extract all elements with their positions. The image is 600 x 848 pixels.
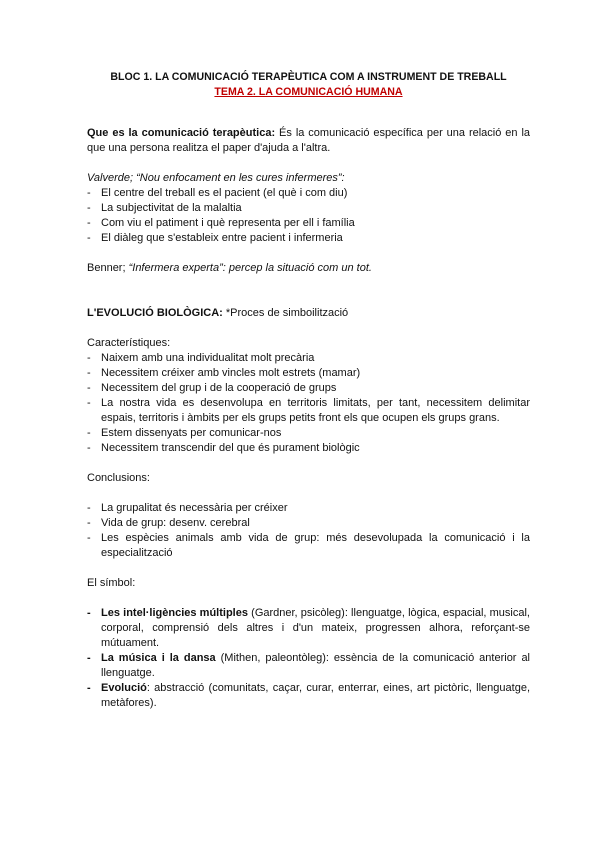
list-item: - Com viu el patiment i què representa per ell i família [87,217,355,229]
evolucio-heading-line [87,306,530,321]
valverde-intro: Valverde; “Nou enfocament en les cures infermeres”: [87,172,345,184]
caracteristiques-list [87,351,530,456]
definition-label: Que es la comunicació terapèutica: [87,127,276,139]
valverde-list [87,186,530,246]
list-item: - Les intel·ligències múltiples (Gardner, psicòleg): llenguatge, lògica, espacial, musical, corporal, comprensió dels altres i d'un mateix, progressen alhora, reforçant-se mútuament. [87,607,530,649]
definition-paragraph [87,126,530,156]
evolucio-heading: L'EVOLUCIÓ BIOLÒGICA: [87,307,223,319]
benner-paragraph [87,261,530,276]
conclusions-label: Conclusions: [87,472,150,484]
list-item: - La subjectivitat de la malaltia [87,202,242,214]
list-item: - Vida de grup: desenv. cerebral [87,517,250,529]
simbol-label: El símbol: [87,577,136,589]
benner-prefix: Benner; [87,262,129,274]
list-item: - Necessitem del grup i de la cooperació de grups [87,382,337,394]
document-title: BLOC 1. LA COMUNICACIÓ TERAPÈUTICA COM A INSTRUMENT DE TREBALL [110,71,507,83]
simbol-list [87,606,530,711]
conclusions-list [87,501,530,561]
list-item: - Necessitem créixer amb vincles molt estrets (mamar) [87,367,361,379]
definition-text: És la comunicació específica per una relació en la que una persona realitza el paper d'ajuda a l'altra. [87,127,531,154]
list-item: - Les espècies animals amb vida de grup: més desevolupada la comunicació i la especialització [87,532,530,559]
evolucio-note: *Proces de simboilització [222,307,349,319]
list-item: - Necessitem transcendir del que és purament biològic [87,442,360,454]
caracteristiques-label: Característiques: [87,337,171,349]
list-item: - Naixem amb una individualitat molt precària [87,352,315,364]
list-item: - Estem dissenyats per comunicar-nos [87,427,282,439]
list-item: - Evolució: abstracció (comunitats, caçar, curar, enterrar, eines, art pictòric, llenguatge, metàfores). [87,682,530,709]
benner-quote: “Infermera experta”: percep la situació com un tot. [128,262,372,274]
list-item: - El centre del treball es el pacient (el què i com diu) [87,187,348,199]
list-item: - El diàleg que s'estableix entre pacient i infermeria [87,232,343,244]
list-item: - La nostra vida es desenvolupa en territoris limitats, per tant, necessitem delimitar espais, territoris i àmbits per els grups petits front els que ocupen els grups grans. [87,397,530,424]
list-item: - La música i la dansa (Mithen, paleontòleg): essència de la comunicació anterior al llenguatge. [87,652,531,679]
list-item: - La grupalitat és necessària per créixer [87,502,288,514]
document-subtitle: TEMA 2. LA COMUNICACIÓ HUMANA [214,86,403,98]
